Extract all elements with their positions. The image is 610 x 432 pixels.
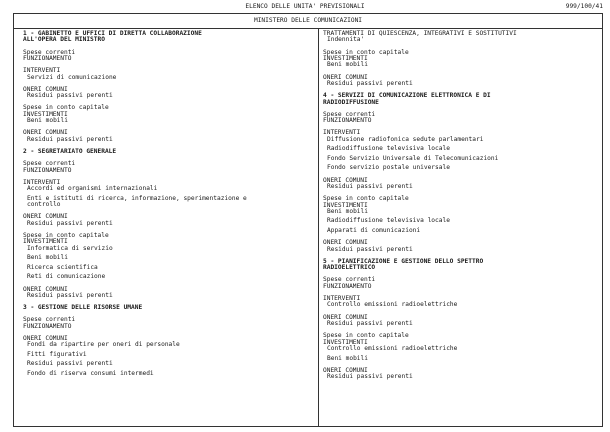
budget-item: Apparati di comunicazioni	[327, 226, 421, 234]
category-label: Spese correnti	[23, 48, 76, 56]
budget-item: Beni mobili	[327, 207, 368, 215]
budget-item: Residui passivi perenti	[327, 373, 413, 381]
budget-item: Controllo emissioni radioelettriche	[327, 345, 458, 353]
category-label: Spese correnti	[323, 276, 376, 284]
category-label: ONERI COMUNI	[23, 285, 68, 293]
budget-item: Beni mobili	[327, 61, 368, 69]
category-label: INVESTIMENTI	[323, 55, 368, 63]
section-heading: 5 - PIANIFICAZIONE E GESTIONE DELLO SPETTRO RADIOELETTRICO	[323, 257, 484, 272]
budget-item: Servizi di comunicazione	[27, 73, 117, 81]
category-label: INVESTIMENTI	[323, 338, 368, 346]
category-label: ONERI COMUNI	[323, 239, 368, 247]
document-code: 999/100/41	[565, 3, 603, 10]
budget-item: Fondo Servizio Universale di Telecomunicazioni	[327, 154, 499, 162]
category-label: Spese in conto capitale	[323, 332, 409, 340]
right-column	[323, 31, 591, 381]
budget-item: Fondo di riserva consumi intermedi	[27, 369, 154, 377]
category-label: FUNZIONAMENTO	[23, 322, 72, 330]
category-label: FUNZIONAMENTO	[23, 55, 72, 63]
budget-item: Residui passivi perenti	[327, 320, 413, 328]
budget-item: Informatica di servizio	[27, 244, 113, 252]
budget-item: Beni mobili	[327, 354, 368, 362]
budget-item: Ricerca scientifica	[27, 263, 98, 271]
category-label: INTERVENTI	[323, 129, 361, 137]
category-label: FUNZIONAMENTO	[323, 282, 372, 290]
category-label: FUNZIONAMENTO	[23, 166, 72, 174]
column-divider	[318, 28, 319, 426]
ministry-heading: MINISTERO DELLE COMUNICAZIONI	[14, 14, 602, 29]
budget-item: Indennita'	[327, 36, 365, 44]
category-label: INVESTIMENTI	[23, 110, 68, 118]
category-label: INVESTIMENTI	[323, 201, 368, 209]
section-heading: 3 - GESTIONE DELLE RISORSE UMANE	[23, 304, 143, 312]
category-label: ONERI COMUNI	[323, 176, 368, 184]
category-label: ONERI COMUNI	[323, 313, 368, 321]
budget-item: Controllo emissioni radioelettriche	[327, 301, 458, 309]
document-title: ELENCO DELLE UNITA' PREVISIONALI	[245, 3, 365, 10]
category-label: Spese in conto capitale	[323, 48, 409, 56]
budget-item: Accordi ed organismi internazionali	[27, 185, 158, 193]
category-label: Spese correnti	[23, 316, 76, 324]
category-label: ONERI COMUNI	[23, 213, 68, 221]
category-label: ONERI COMUNI	[23, 85, 68, 93]
budget-item: Beni mobili	[27, 254, 68, 262]
budget-item: Beni mobili	[27, 117, 68, 125]
category-label: ONERI COMUNI	[323, 73, 368, 81]
category-label: INVESTIMENTI	[23, 238, 68, 246]
budget-item: Residui passivi perenti	[27, 291, 113, 299]
budget-item: Residui passivi perenti	[27, 219, 113, 227]
section-heading: 4 - SERVIZI DI COMUNICAZIONE ELETTRONICA E DI RADIODIFFUSIONE	[323, 92, 491, 106]
budget-item: Residui passivi perenti	[27, 135, 113, 143]
budget-item: Residui passivi perenti	[327, 245, 413, 253]
budget-item: Enti e istituti di ricerca, informazione, sperimentazione e controllo	[27, 194, 247, 209]
category-label: Spese correnti	[323, 110, 376, 118]
budget-item: Residui passivi perenti	[327, 182, 413, 190]
budget-item: Residui passivi perenti	[27, 92, 113, 100]
category-label: INTERVENTI	[23, 178, 61, 186]
category-label: FUNZIONAMENTO	[323, 117, 372, 125]
budget-item: Diffusione radiofonica sedute parlamentari	[327, 135, 484, 143]
category-label: ONERI COMUNI	[323, 366, 368, 374]
budget-item: Fondi da ripartire per oneri di personale	[27, 341, 180, 349]
category-label: Spese in conto capitale	[323, 195, 409, 203]
category-label: INTERVENTI	[323, 295, 361, 303]
budget-item: Fondo servizio postale universale	[327, 164, 450, 172]
category-label: Spese in conto capitale	[23, 232, 109, 239]
category-label: Spese correnti	[23, 160, 76, 168]
budget-item: Residui passivi perenti	[327, 80, 413, 88]
budget-item: Residui passivi perenti	[27, 360, 113, 368]
category-label: ONERI COMUNI	[23, 129, 68, 137]
category-label: ONERI COMUNI	[23, 334, 68, 342]
category-label: Spese in conto capitale	[23, 104, 109, 112]
budget-item: Radiodiffusione televisiva locale	[327, 145, 450, 153]
category-label: TRATTAMENTI DI QUIESCENZA, INTEGRATIVI E SOSTITUTIVI	[323, 30, 517, 37]
budget-item: Reti di comunicazione	[27, 273, 106, 281]
category-label: INTERVENTI	[23, 67, 61, 75]
section-heading: 2 - SEGRETARIATO GENERALE	[23, 148, 117, 156]
left-column	[23, 31, 307, 377]
section-heading: 1 - GABINETTO E UFFICI DI DIRETTA COLLABORAZIONE ALL'OPERA DEL MINISTRO	[23, 30, 202, 44]
budget-item: Fitti figurativi	[27, 350, 87, 358]
budget-item: Radiodiffusione televisiva locale	[327, 217, 450, 225]
budget-table	[13, 13, 603, 427]
